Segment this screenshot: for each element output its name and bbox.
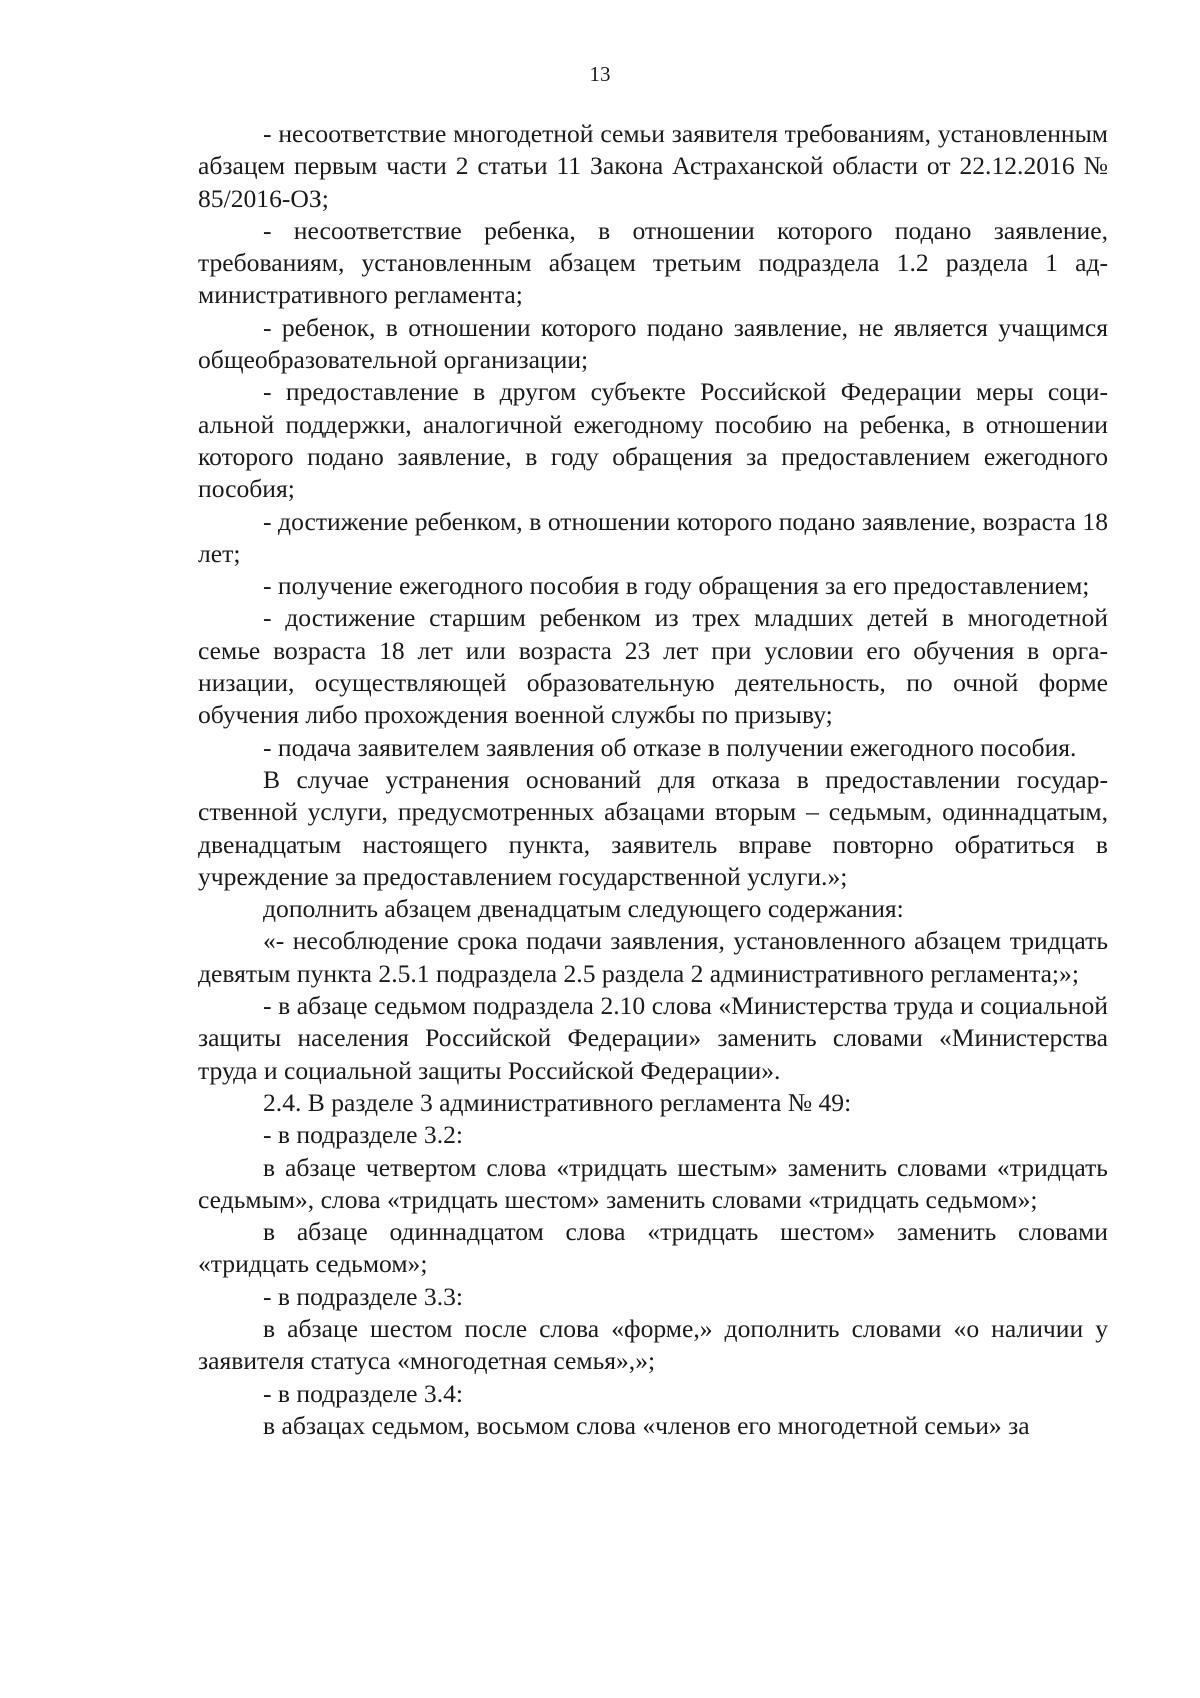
document-body	[198, 118, 1108, 1442]
paragraph: - достижение старшим ребенком из трех младших детей в многодетной семье возраста 18 лет или возраста 23 лет при условии его обучения в организации, осуществляющей образовательную деятельность, по очной форме обучения либо прохождения военной службы по призыву;	[198, 603, 1108, 730]
paragraph: в абзаце одиннадцатом слова «тридцать шестом» заменить словами «тридцать седьмом»;	[198, 1217, 1108, 1279]
paragraph: - получение ежегодного пособия в году обращения за его предоставлением;	[263, 571, 1090, 601]
paragraph: «- несоблюдение срока подачи заявления, установленного абзацем тридцать девятым пункта 2.5.1 подраздела 2.5 раздела 2 административного регламента;»;	[198, 926, 1108, 988]
paragraph: в абзаце шестом после слова «форме,» дополнить словами «о наличии у заявителя статуса «многодетная семья»,»;	[198, 1313, 1108, 1376]
paragraph: - в подразделе 3.4:	[263, 1378, 464, 1408]
paragraph: - ребенок, в отношении которого подано заявление, не является учащимся общеобразовательной организации;	[198, 312, 1108, 375]
paragraph: 2.4. В разделе 3 административного регламента № 49:	[263, 1087, 852, 1117]
paragraph: - несоответствие ребенка, в отношении которого подано заявление, требованиям, установленным абзацем третьим подраздела 1.2 раздела 1 административного регламента;	[198, 215, 1108, 310]
paragraph: - предоставление в другом субъекте Российской Федерации меры социальной поддержки, аналогичной ежегодному пособию на ребенка, в отношении которого подано заявление, в году обращения за предоставлением ежегодного пособия;	[198, 377, 1108, 504]
paragraph: - в абзаце седьмом подраздела 2.10 слова «Министерства труда и социальной защиты населения Российской Федерации» заменить словами «Министерства труда и социальной защиты Российской Федерации».	[198, 991, 1108, 1085]
paragraph: - в подразделе 3.2:	[263, 1120, 464, 1150]
paragraph: В случае устранения оснований для отказа в предоставлении государственной услуги, предусмотренных абзацами вторым – седьмым, одиннадцатым, двенадцатым настоящего пункта, заявитель вправе повторно обратиться в учреждение за предоставлением государственной услуги.»;	[198, 764, 1108, 891]
paragraph: - подача заявителем заявления об отказе в получении ежегодного пособия.	[263, 732, 1077, 762]
paragraph: в абзаце четвертом слова «тридцать шестым» заменить словами «тридцать седьмым», слова «тридцать шестом» заменить словами «тридцать седьмом»;	[198, 1152, 1108, 1214]
paragraph: - в подразделе 3.3:	[263, 1281, 464, 1311]
page-number: 13	[589, 62, 611, 86]
paragraph: - достижение ребенком, в отношении которого подано заявление, возраста 18 лет;	[198, 506, 1108, 568]
paragraph: в абзацах седьмом, восьмом слова «членов его многодетной семьи» за	[263, 1410, 1030, 1440]
paragraph: - несоответствие многодетной семьи заявителя требованиям, установленным абзацем первым части 2 статьи 11 Закона Астраханской области от 22.12.2016 № 85/2016-ОЗ;	[198, 119, 1108, 213]
paragraph: дополнить абзацем двенадцатым следующего содержания:	[263, 894, 904, 924]
